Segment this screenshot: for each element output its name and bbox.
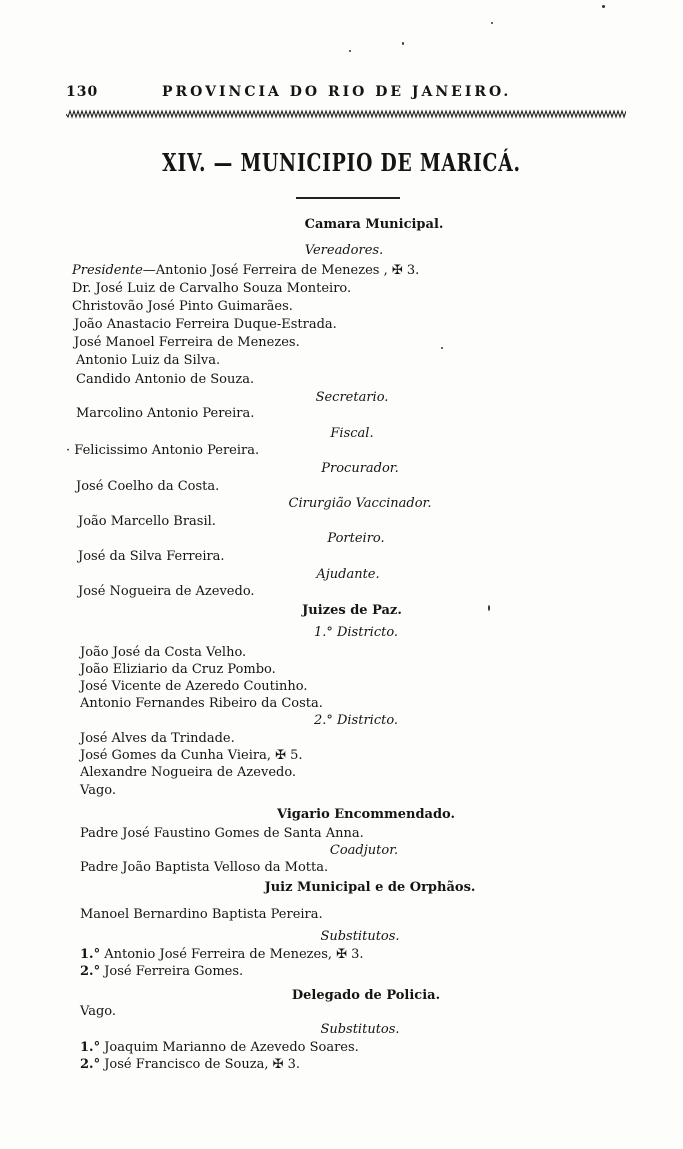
presidente-honor: ✠ 3. bbox=[391, 263, 420, 278]
substituto-number: 2.° bbox=[80, 1057, 101, 1072]
juiz-line: Antonio Fernandes Ribeiro da Costa. bbox=[80, 696, 323, 711]
juiz-name: José Gomes da Cunha Vieira, bbox=[80, 748, 271, 763]
secretario-label: Secretario. bbox=[315, 390, 389, 405]
juiz-municipal-name: Manoel Bernardino Baptista Pereira. bbox=[80, 907, 323, 922]
vereadores-label: Vereadores. bbox=[304, 243, 384, 258]
delegado-substituto-line bbox=[80, 1040, 359, 1056]
coadjutor-name: Padre João Baptista Velloso da Motta. bbox=[80, 860, 329, 875]
juiz-line bbox=[80, 748, 303, 764]
print-speck bbox=[441, 347, 443, 349]
vereador-line: Christovão José Pinto Guimarães. bbox=[72, 299, 293, 314]
delegado-substitutos-label: Substitutos. bbox=[320, 1022, 400, 1037]
substituto-number: 1.° bbox=[80, 947, 101, 962]
vigario-heading: Vigario Encommendado. bbox=[276, 807, 456, 822]
delegado-name: Vago. bbox=[80, 1004, 116, 1019]
coadjutor-label: Coadjutor. bbox=[329, 843, 399, 858]
print-speck bbox=[602, 5, 605, 8]
secretario-name: Marcolino Antonio Pereira. bbox=[76, 406, 255, 421]
juiz-line: João José da Costa Velho. bbox=[80, 645, 247, 660]
running-header bbox=[66, 84, 608, 102]
juiz-line: João Eliziario da Cruz Pombo. bbox=[80, 662, 276, 677]
juiz-substituto-line bbox=[80, 947, 364, 963]
cirurgiao-label: Cirurgião Vaccinador. bbox=[288, 496, 432, 511]
juiz-honor: ✠ 5. bbox=[275, 748, 303, 763]
delegado-heading: Delegado de Policia. bbox=[291, 988, 441, 1003]
juiz-municipal-heading: Juiz Municipal e de Orphãos. bbox=[264, 880, 476, 895]
running-head: PROVINCIA DO RIO DE JANEIRO. bbox=[162, 84, 512, 100]
wavy-rule bbox=[66, 109, 626, 119]
juiz-line: Alexandre Nogueira de Azevedo. bbox=[80, 765, 297, 780]
procurador-label: Procurador. bbox=[321, 461, 399, 476]
delegado-substituto-line bbox=[80, 1057, 300, 1073]
title-rule bbox=[296, 197, 400, 199]
vigario-name: Padre José Faustino Gomes de Santa Anna. bbox=[80, 826, 364, 841]
district1-label: 1.° Districto. bbox=[313, 625, 399, 640]
ajudante-name: José Nogueira de Azevedo. bbox=[78, 584, 255, 599]
procurador-name: José Coelho da Costa. bbox=[76, 479, 220, 494]
presidente-prefix: Presidente bbox=[72, 263, 143, 278]
juiz-substituto-line bbox=[80, 964, 243, 980]
vereador-line: Antonio Luiz da Silva. bbox=[76, 353, 221, 368]
ajudante-label: Ajudante. bbox=[316, 567, 380, 582]
porteiro-label: Porteiro. bbox=[327, 531, 385, 546]
print-speck bbox=[491, 22, 493, 24]
presidente-line bbox=[72, 263, 419, 279]
print-speck bbox=[349, 50, 351, 52]
cirurgiao-name: João Marcello Brasil. bbox=[78, 514, 216, 529]
print-speck bbox=[402, 42, 404, 45]
chapter-title: XIV. — MUNICIPIO DE MARICÁ. bbox=[162, 148, 521, 177]
juizes-heading: Juizes de Paz. bbox=[302, 603, 402, 618]
substituto-number: 1.° bbox=[80, 1040, 101, 1055]
juiz-line: José Vicente de Azeredo Coutinho. bbox=[80, 679, 308, 694]
vereador-line: Candido Antonio de Souza. bbox=[76, 372, 255, 387]
juiz-line: José Alves da Trindade. bbox=[80, 731, 235, 746]
substituto-name: Antonio José Ferreira de Menezes, bbox=[104, 947, 332, 962]
juiz-substitutos-label: Substitutos. bbox=[320, 929, 400, 944]
porteiro-name: José da Silva Ferreira. bbox=[78, 549, 225, 564]
fiscal-label: Fiscal. bbox=[330, 426, 374, 441]
juiz-line: Vago. bbox=[80, 783, 116, 798]
vereador-line: Dr. José Luiz de Carvalho Souza Monteiro. bbox=[72, 281, 352, 296]
fiscal-name: · Felicissimo Antonio Pereira. bbox=[66, 443, 260, 458]
print-speck bbox=[488, 605, 490, 611]
fiscal-name-text: Felicissimo Antonio Pereira. bbox=[74, 443, 260, 458]
district2-label: 2.° Districto. bbox=[313, 713, 399, 728]
vereador-line: José Manoel Ferreira de Menezes. bbox=[74, 335, 300, 350]
page-number: 130 bbox=[66, 84, 99, 100]
presidente-name: —Antonio José Ferreira de Menezes , bbox=[142, 263, 388, 278]
substituto-name: José Francisco de Souza, bbox=[104, 1057, 269, 1072]
substituto-name: José Ferreira Gomes. bbox=[104, 964, 244, 979]
substituto-honor: ✠ 3. bbox=[272, 1057, 301, 1072]
vereador-line: João Anastacio Ferreira Duque-Estrada. bbox=[74, 317, 337, 332]
substituto-number: 2.° bbox=[80, 964, 101, 979]
substituto-honor: ✠ 3. bbox=[336, 947, 364, 962]
substituto-name: Joaquim Marianno de Azevedo Soares. bbox=[104, 1040, 359, 1055]
camara-heading: Camara Municipal. bbox=[304, 217, 444, 232]
